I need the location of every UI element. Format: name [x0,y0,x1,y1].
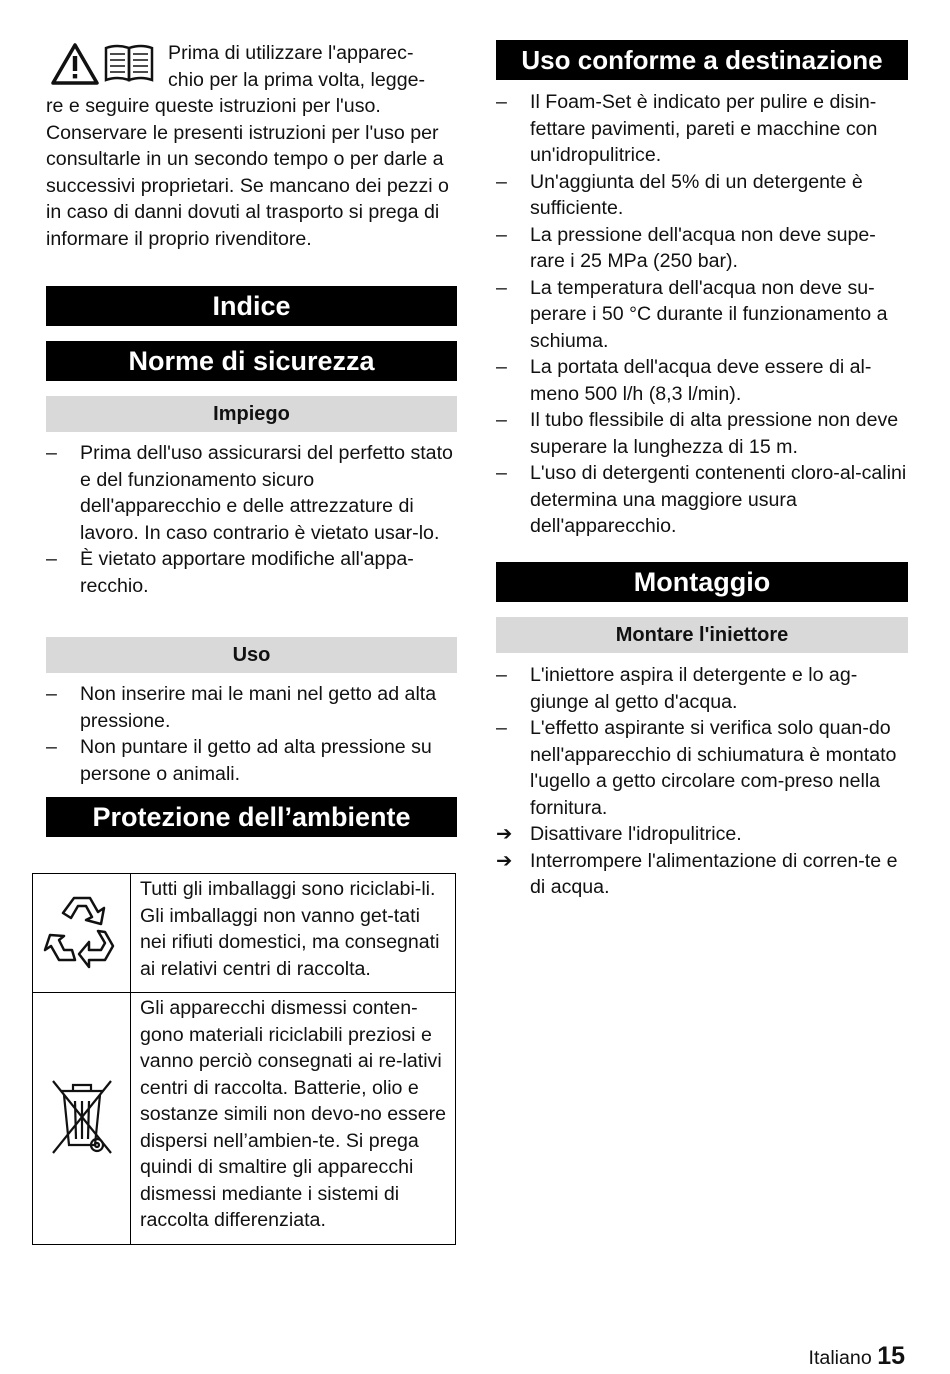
dash-mark: – [496,170,507,193]
list-item [496,460,908,540]
table-row [33,993,456,1245]
list-item [496,662,908,715]
heading-montaggio: Montaggio [496,562,908,602]
montare-list [496,662,908,901]
dash-mark: – [496,276,507,299]
intro-rest: re e seguire queste istruzioni per l'uso. Conservare le presenti istruzioni per l'uso per consultarle in un secondo tempo o per darle a successivi proprietari. Se mancano dei pezzi o in caso di danni dovuti al trasporto si prega di informare il proprio rivenditore. [46,95,449,250]
list-item [496,222,908,275]
dash-mark: – [496,717,507,739]
dash-mark: – [496,664,507,686]
list-item-text: Un'aggiunta del 5% di un detergente è sufficiente. [530,170,863,219]
list-item [496,89,908,169]
list-item [496,407,908,460]
crossed-bin-icon [47,1073,117,1157]
list-item [496,715,908,821]
recycle-text: Tutti gli imballaggi sono riciclabi-li. Gli imballaggi non vanno get-tati nei rifiuti domestici, ma consegnati ai relativi centri di raccolta. [131,874,456,993]
subheading-montare-iniettore: Montare l'iniettore [496,617,908,653]
list-item-text: La temperatura dell'acqua non deve su-perare i 50 °C durante il funzionamento a schiuma. [530,276,888,352]
list-item-text: L'iniettore aspira il detergente e lo ag-giunge al getto d'acqua. [530,664,858,713]
page-number: 15 [877,1342,905,1370]
list-item [46,681,457,734]
arrow-icon: ➔ [496,823,513,845]
heading-norme-sicurezza: Norme di sicurezza [46,341,457,381]
crossed-bin-icon-cell [33,993,131,1245]
list-item-text: Non inserire mai le mani nel getto ad alta pressione. [80,683,437,732]
list-item [496,354,908,407]
list-item [46,734,457,787]
bin-text: Gli apparecchi dismessi conten-gono materiali riciclabili preziosi e vanno perciò consegnati ai re-lativi centri di raccolta. Batterie, olio e sostanze simili non devo-no essere dispersi nell’ambien-te. Si prega quindi di smaltire gli apparecchi dismessi mediante i sistemi di raccolta differenziata. [131,993,456,1245]
list-item-text: Il tubo flessibile di alta pressione non deve superare la lunghezza di 15 m. [530,409,899,458]
subheading-impiego: Impiego [46,396,457,432]
dash-mark: – [496,409,507,431]
table-row [33,874,456,993]
list-item-text: La portata dell'acqua deve essere di al-meno 500 l/h (8,3 l/min). [530,356,872,405]
page-footer [809,1342,905,1371]
step-item [496,821,908,848]
list-item-text: L'effetto aspirante si verifica solo quan-do nell'apparecchio di schiumatura è montato l'ugello a getto circolare com-preso nella fornitura. [530,717,897,819]
list-item-text: Il Foam-Set è indicato per pulire e disin-fettare pavimenti, pareti e macchine con un'idropulitrice. [530,91,878,166]
dash-mark: – [496,462,507,484]
intro-text [46,40,457,252]
list-item-text: È vietato apportare modifiche all'appa-recchio. [80,548,414,597]
recycle-icon-cell [33,874,131,993]
dash-mark: – [46,548,57,570]
recycle-icon [41,888,123,970]
list-item [46,440,457,546]
list-item-text: L'uso di detergenti contenenti cloro-al-calini determina una maggiore usura dell'apparecchio. [530,462,907,537]
dash-mark: – [496,356,507,378]
step-text: Disattivare l'idropulitrice. [530,823,742,845]
subheading-uso: Uso [46,637,457,673]
dash-mark: – [496,91,507,113]
impiego-list [46,440,457,599]
dash-mark: – [46,736,57,758]
list-item [46,546,457,599]
intro-line-1: Prima di utilizzare l'apparec- [168,42,414,64]
dash-mark: – [46,442,57,464]
heading-indice: Indice [46,286,457,326]
heading-protezione-ambiente: Protezione dell’ambiente [46,797,457,837]
list-item-text: Prima dell'uso assicurarsi del perfetto stato e del funzionamento sicuro dell'apparecchio e delle attrezzature di lavoro. In caso contrario è vietato usar-lo. [80,442,453,544]
dash-mark: – [496,223,507,246]
list-item [496,275,908,355]
environment-table [32,873,456,1245]
list-item [496,169,908,222]
uso-list [46,681,457,787]
arrow-icon: ➔ [496,849,513,872]
list-item-text: Non puntare il getto ad alta pressione su persone o animali. [80,736,432,785]
footer-language: Italiano [808,1347,872,1369]
intro-line-2: chio per la prima volta, legge- [168,68,426,91]
dash-mark: – [46,683,57,705]
step-text: Interrompere l'alimentazione di corren-te e di acqua. [530,849,898,898]
heading-uso-conforme: Uso conforme a destinazione [496,40,908,80]
step-item [496,848,908,901]
uso-conforme-list [496,89,908,540]
list-item-text: La pressione dell'acqua non deve supe-rare i 25 MPa (250 bar). [530,223,876,272]
